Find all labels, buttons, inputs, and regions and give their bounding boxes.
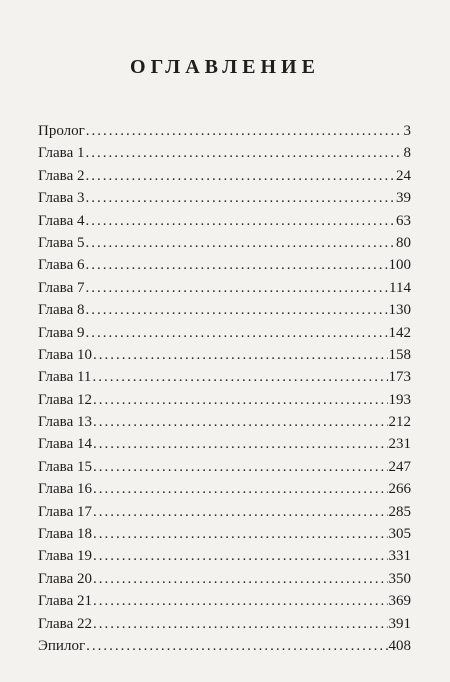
toc-entry-page: 350 [388,570,411,587]
toc-entry [38,501,411,523]
toc-entry-page: 285 [388,503,411,520]
toc-entry-label: Глава 3 [38,190,85,207]
toc-entry [38,389,411,411]
toc-dot-leader [85,299,387,321]
toc-entry-page: 39 [396,190,411,207]
toc-dot-leader [93,344,388,366]
toc-dot-leader [93,545,388,567]
toc-entry [38,299,411,321]
page-title: ОГЛАВЛЕНИЕ [130,56,320,78]
toc-entry [38,411,411,433]
toc-entry-label: Глава 7 [38,279,85,296]
toc-entry [38,590,411,612]
toc-entry-label: Глава 20 [38,570,92,587]
toc-entry-label: Глава 16 [38,481,92,498]
toc-entry [38,165,411,187]
toc-dot-leader [92,366,387,388]
toc-entry-page: 305 [388,526,411,543]
toc-entry-label: Глава 12 [38,391,92,408]
toc-entry-label: Эпилог [38,637,86,654]
toc-dot-leader [85,165,395,187]
toc-dot-leader [85,254,387,276]
toc-entry [38,635,411,657]
toc-entry [38,120,411,142]
toc-entry-page: 8 [403,145,411,162]
toc-entry-page: 266 [388,481,411,498]
toc-entry [38,210,411,232]
toc-dot-leader [93,389,388,411]
toc-entry-page: 142 [388,324,411,341]
toc-entry [38,344,411,366]
toc-entry-page: 130 [388,302,411,319]
toc-entry [38,523,411,545]
toc-dot-leader [85,187,395,209]
toc-entry-label: Глава 10 [38,346,92,363]
toc-entry [38,545,411,567]
toc-entry-page: 173 [388,369,411,386]
toc-entry-label: Глава 5 [38,234,85,251]
toc-entry-page: 63 [396,212,411,229]
toc-entry-label: Глава 14 [38,436,92,453]
toc-dot-leader [93,568,388,590]
toc-entry [38,613,411,635]
toc-entry-page: 193 [388,391,411,408]
toc-entry-page: 408 [388,637,411,654]
toc-dot-leader [85,322,387,344]
toc-entry [38,277,411,299]
toc-entry-page: 80 [396,234,411,251]
toc-entry-label: Глава 1 [38,145,85,162]
toc-entry-page: 231 [388,436,411,453]
toc-entry-page: 100 [388,257,411,274]
toc-entry-page: 114 [389,279,411,296]
toc-entry-page: 158 [388,346,411,363]
toc-entry-page: 24 [396,167,411,184]
toc-entry-page: 3 [403,123,411,139]
toc-entry-page: 391 [388,615,411,632]
toc-entry-page: 212 [388,414,411,431]
toc-entry-label: Глава 15 [38,458,92,475]
table-of-contents [38,120,411,657]
toc-entry-label: Глава 22 [38,615,92,632]
toc-dot-leader [86,120,403,142]
toc-entry [38,187,411,209]
toc-entry-label: Глава 6 [38,257,85,274]
toc-dot-leader [85,277,388,299]
toc-dot-leader [85,232,395,254]
toc-entry-label: Глава 9 [38,324,85,341]
toc-entry [38,232,411,254]
toc-entry [38,142,411,164]
toc-dot-leader [85,210,395,232]
toc-entry-label: Глава 19 [38,548,92,565]
toc-entry [38,433,411,455]
toc-entry [38,254,411,276]
toc-entry [38,322,411,344]
toc-entry-label: Глава 4 [38,212,85,229]
toc-entry [38,568,411,590]
toc-entry-label: Глава 11 [38,369,92,386]
toc-dot-leader [93,411,388,433]
toc-dot-leader [93,456,388,478]
toc-entry [38,456,411,478]
toc-dot-leader [85,142,402,164]
toc-entry-label: Глава 8 [38,302,85,319]
toc-entry [38,478,411,500]
toc-entry-page: 331 [388,548,411,565]
toc-entry-label: Глава 18 [38,526,92,543]
toc-entry-label: Глава 17 [38,503,92,520]
toc-dot-leader [93,501,388,523]
toc-dot-leader [93,523,388,545]
toc-entry-label: Глава 13 [38,414,92,431]
toc-entry [38,366,411,388]
toc-entry-page: 369 [388,593,411,610]
toc-entry-page: 247 [388,458,411,475]
toc-dot-leader [86,635,387,657]
toc-entry-label: Пролог [38,123,85,139]
toc-dot-leader [93,613,388,635]
toc-dot-leader [93,590,388,612]
toc-entry-label: Глава 2 [38,167,85,184]
toc-entry-label: Глава 21 [38,593,92,610]
toc-dot-leader [93,478,388,500]
toc-dot-leader [93,433,388,455]
